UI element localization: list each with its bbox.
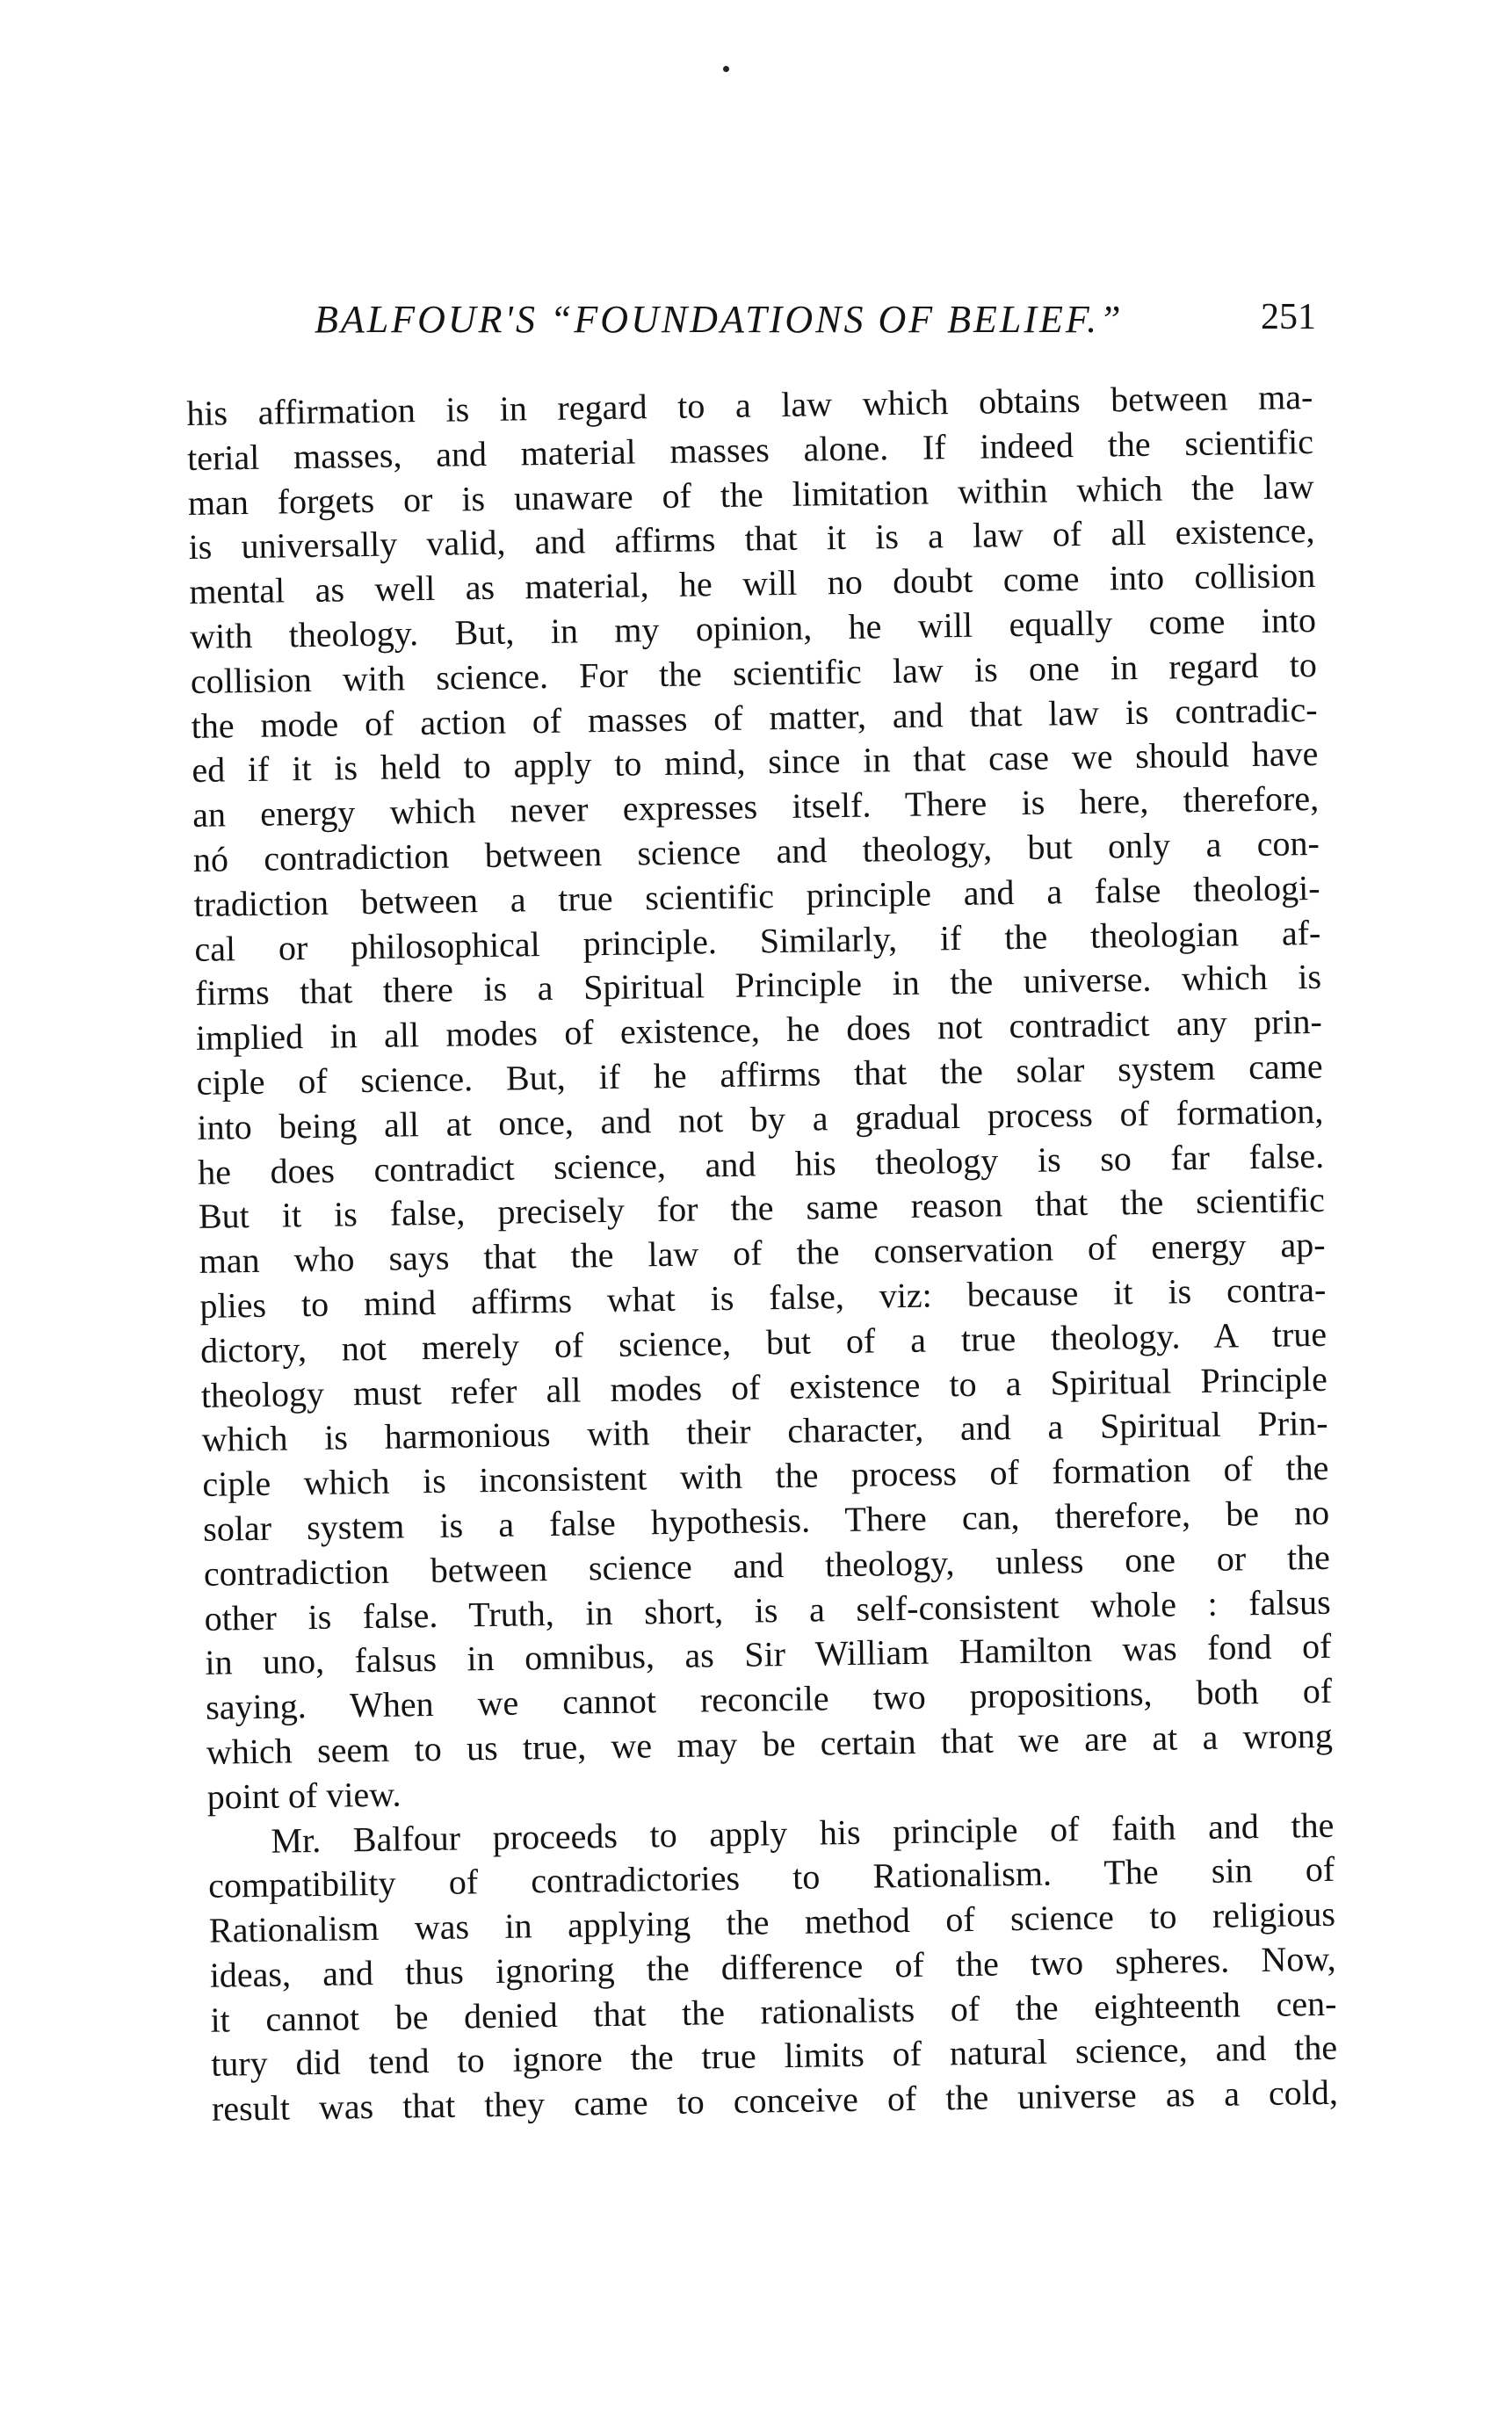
text-line: terial masses, and material masses alone. If indeed the scientific [186,421,1314,478]
text-line: mental as well as material, he will no doubt come into collision [189,555,1316,612]
text-line: ciple of science. But, if he affirms that the solar system came [196,1045,1323,1103]
text-line: firms that there is a Spiritual Principle in the universe. which is [194,957,1322,1014]
text-line: point of view. [206,1774,402,1817]
text-line: in uno, falsus in omnibus, as Sir William Hamilton was fond of [205,1626,1332,1683]
text-line: other is false. Truth, in short, is a self-consistent whole : falsus [204,1581,1331,1638]
text-line: cal or philosophical principle. Similarly, if the theologian af- [194,912,1321,969]
text-line: collision with science. For the scientific law is one in regard to [190,644,1318,701]
text-line: plies to mind affirms what is false, viz: because it is contra- [199,1269,1327,1326]
text-line: ideas, and thus ignoring the difference of the two spheres. Now, [209,1938,1336,1995]
text-line: solar system is a false hypothesis. There can, therefore, be no [202,1492,1330,1549]
text-line: is universally valid, and affirms that it is a law of all existence, [188,510,1315,568]
text-line: it cannot be denied that the rationalists of the eighteenth cen- [210,1983,1337,2040]
text-line: implied in all modes of existence, he does not contradict any prin- [195,1002,1323,1059]
text-line: saying. When we cannot reconcile two propositions, both of [205,1670,1333,1727]
text-line: which is harmonious with their character, and a Spiritual Prin- [201,1403,1328,1460]
page-number: 251 [1261,297,1316,337]
text-line: tury did tend to ignore the true limits of natural science, and the [210,2028,1338,2085]
running-title: BALFOUR'S “FOUNDATIONS OF BELIEF.” [315,298,1124,341]
text-line: compatibility of contradictories to Rationalism. The sin of [207,1849,1335,1906]
text-line: man who says that the law of the conservation of energy ap- [199,1225,1326,1282]
text-line: ciple which is inconsistent with the process of formation of the [202,1447,1329,1504]
text-line: tradiction between a true scientific principle and a false theologi- [193,867,1320,924]
text-line: into being all at once, and not by a gradual process of formation, [197,1090,1324,1147]
text-line: dictory, not merely of science, but of a true theology. A true [199,1313,1328,1370]
text-line: with theology. But, in my opinion, he will equally come into [189,599,1317,656]
text-line: Rationalism was in applying the method of science to religious [208,1893,1336,1950]
text-line: But it is false, precisely for the same reason that the scientific [198,1180,1326,1237]
body-text [186,375,1338,2132]
text-line: theology must refer all modes of existence to a Spiritual Principle [200,1358,1328,1415]
text-line: the mode of action of masses of matter, and that law is contradic- [191,689,1318,746]
text-line: he does contradict science, and his theology is so far false. [197,1135,1325,1192]
text-line: Mr. Balfour proceeds to apply his principle of faith and the [271,1804,1335,1861]
text-line: ed if it is held to apply to mind, since in that case we should have [192,734,1319,791]
text-line: his affirmation is in regard to a law which obtains between ma- [186,376,1313,433]
text-line: which seem to us true, we may be certain that we are at a wrong [206,1715,1334,1772]
text-line: an energy which never expresses itself. There is here, therefore, [192,778,1320,835]
text-line: man forgets or is unaware of the limitation within which the law [187,466,1315,523]
text-line: contradiction between science and theology, unless one or the [203,1537,1331,1594]
text-line: nó contradiction between science and theology, but only a con- [192,822,1320,879]
ink-speck [723,66,729,72]
text-line: result was that they came to conceive of the universe as a cold, [211,2072,1339,2130]
